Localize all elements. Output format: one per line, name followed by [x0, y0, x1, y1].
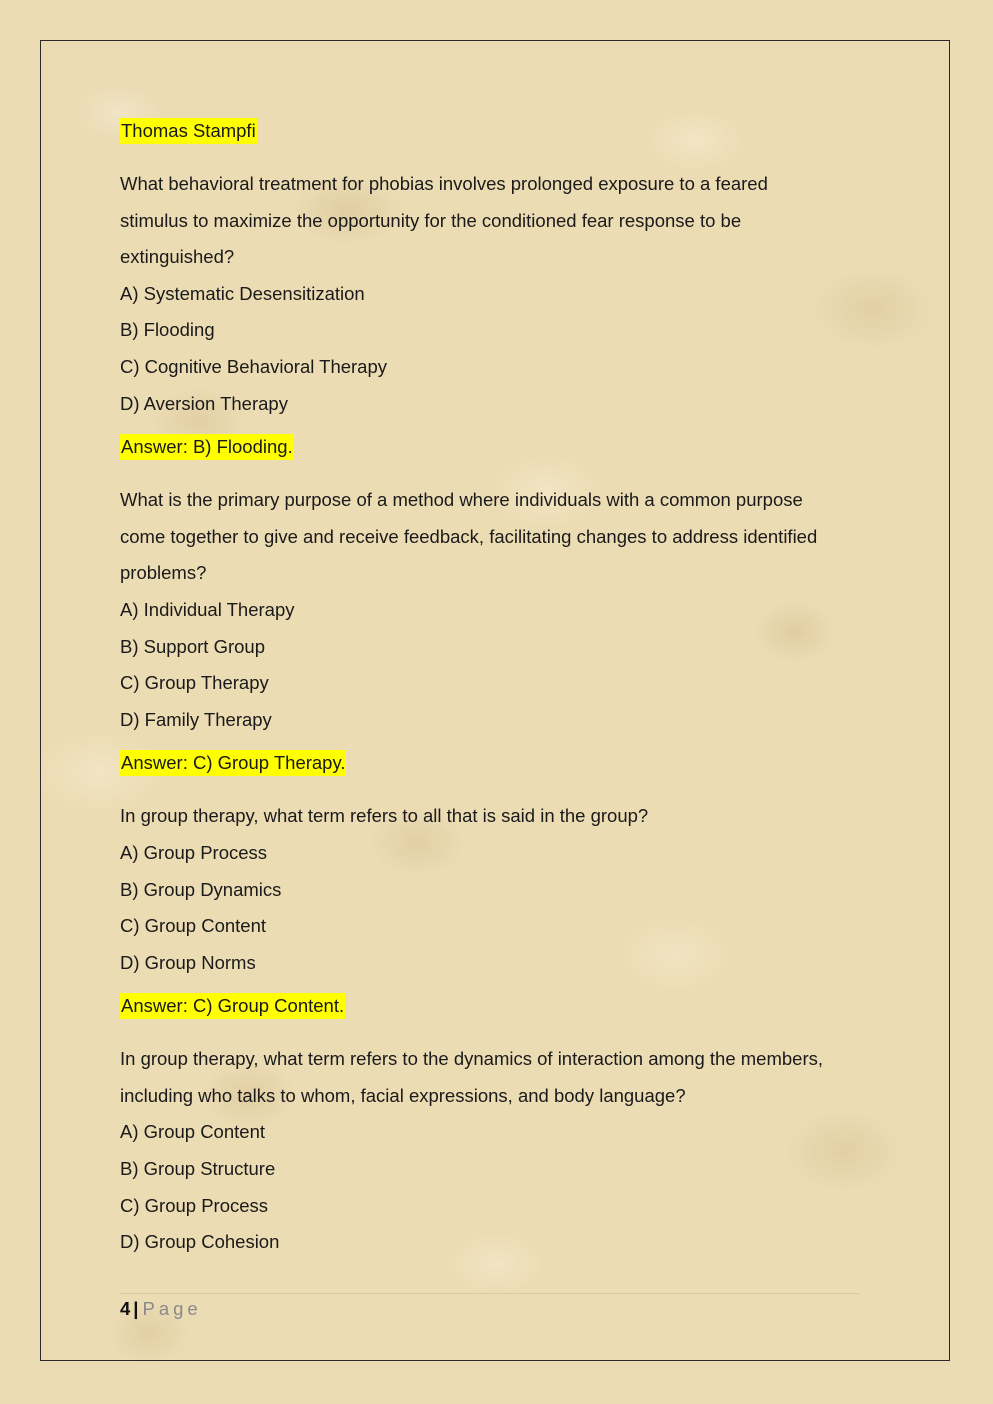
answer-line	[120, 750, 860, 776]
question-block	[120, 798, 860, 1019]
question-line: extinguished?	[120, 246, 235, 268]
question-line: In group therapy, what term refers to the dynamics of interaction among the members,	[120, 1048, 823, 1070]
question-block	[120, 482, 860, 776]
question-block	[120, 1041, 860, 1261]
question-line: come together to give and receive feedback, facilitating changes to address identified	[120, 525, 818, 547]
author-name: Thomas Stampfi	[120, 118, 257, 144]
answer-option: A) Individual Therapy	[120, 598, 295, 620]
answer-option: B) Flooding	[120, 319, 215, 341]
answer-highlight: Answer: B) Flooding.	[120, 434, 294, 460]
answer-option: B) Group Structure	[120, 1158, 276, 1180]
page-label: Page	[142, 1298, 202, 1319]
answer-line	[120, 434, 860, 460]
answer-option: C) Group Process	[120, 1194, 269, 1216]
question-text	[120, 166, 860, 276]
answer-highlight: Answer: C) Group Therapy.	[120, 750, 346, 776]
question-text	[120, 798, 860, 835]
answer-option: B) Group Dynamics	[120, 878, 282, 900]
page-footer	[120, 1293, 860, 1322]
answer-option: A) Group Content	[120, 1121, 265, 1143]
answer-option: C) Group Content	[120, 915, 267, 937]
answer-option: C) Group Therapy	[120, 672, 269, 694]
answer-option: D) Family Therapy	[120, 708, 272, 730]
question-line: including who talks to whom, facial expressions, and body language?	[120, 1084, 686, 1106]
answer-line	[120, 993, 860, 1019]
question-line: What is the primary purpose of a method where individuals with a common purpose	[120, 489, 803, 511]
question-line: What behavioral treatment for phobias involves prolonged exposure to a feared	[120, 173, 768, 194]
question-line: In group therapy, what term refers to all that is said in the group?	[120, 805, 649, 827]
page-number: 4	[120, 1298, 131, 1319]
question-line: stimulus to maximize the opportunity for the conditioned fear response to be	[120, 209, 742, 231]
document-body	[120, 118, 860, 1261]
answer-option: D) Group Norms	[120, 951, 256, 973]
question-block	[120, 166, 860, 460]
answer-option: D) Group Cohesion	[120, 1231, 280, 1253]
answer-option: B) Support Group	[120, 635, 265, 657]
answer-option: A) Systematic Desensitization	[120, 282, 365, 304]
page-separator: |	[133, 1298, 139, 1319]
answer-option: C) Cognitive Behavioral Therapy	[120, 355, 388, 377]
question-line: problems?	[120, 562, 207, 584]
answer-option: A) Group Process	[120, 841, 268, 863]
answer-highlight: Answer: C) Group Content.	[120, 993, 345, 1019]
author-line	[120, 118, 860, 144]
question-text	[120, 1041, 860, 1114]
answer-option: D) Aversion Therapy	[120, 392, 288, 414]
question-text	[120, 482, 860, 592]
